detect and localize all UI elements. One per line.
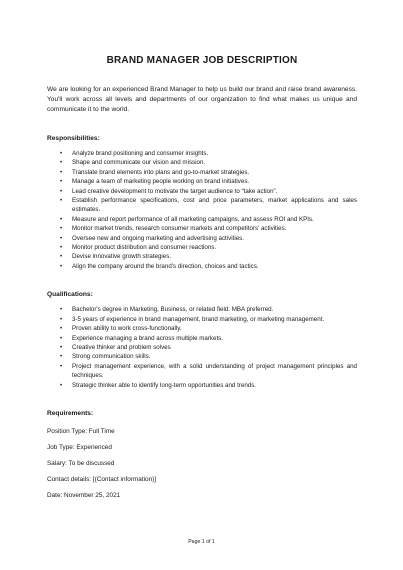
list-item: • Lead creative development to motivate the target audience to “take action”. — [47, 187, 357, 196]
intro-paragraph: We are looking for an experienced Brand Manager to help us build our brand and raise brand awareness. You'll work across all levels and departments of our organization to find what makes us unique and communicate it to the world. — [47, 86, 357, 113]
responsibilities-heading: Responsibilities: — [47, 135, 100, 142]
list-item: • Strong communication skills. — [47, 352, 357, 361]
list-item: • Analyze brand positioning and consumer insights. — [47, 149, 357, 158]
list-item: • Align the company around the brand's direction, choices and tactics. — [47, 262, 357, 271]
contact-details: Contact details: [(Contact information)] — [47, 475, 157, 483]
list-item: • Monitor product distribution and consumer reactions. — [47, 243, 357, 252]
document-date: Date: November 25, 2021 — [47, 491, 121, 499]
job-type: Job Type: Experienced — [47, 443, 112, 451]
requirements-heading: Requirements: — [47, 409, 94, 417]
list-item: • Shape and communicate our vision and mission. — [47, 158, 357, 167]
list-item: • Project management experience, with a solid understanding of project management principles and techniques. — [47, 362, 357, 381]
requirements-list — [47, 427, 357, 501]
list-item: • Oversee new and ongoing marketing and advertising activities. — [47, 234, 357, 243]
list-item: • Bachelor's degree in Marketing, Business, or related field. MBA preferred. — [47, 305, 357, 314]
list-item: • Strategic thinker able to identify long-term opportunities and trends. — [47, 381, 357, 390]
list-item: • Experience managing a brand across multiple markets. — [47, 334, 357, 343]
qualifications-list — [47, 305, 357, 390]
list-item: • Proven ability to work cross-functionally. — [47, 324, 357, 333]
page-number: Page 1 of 1 — [188, 539, 215, 545]
list-item: • Creative thinker and problem solves — [47, 343, 357, 352]
list-item: • 3-5 years of experience in brand management, brand marketing, or marketing management. — [47, 315, 357, 324]
list-item: • Establish performance specifications, cost and price parameters, market applications and sales estimates. — [47, 196, 357, 215]
responsibilities-list — [47, 149, 357, 271]
list-item: • Monitor market trends, research consumer markets and competitors' activities. — [47, 224, 357, 233]
list-item: • Translate brand elements into plans and go-to-market strategies. — [47, 168, 357, 177]
qualifications-heading: Qualifications: — [47, 291, 93, 299]
salary: Salary: To be discussed — [47, 459, 115, 467]
document-title: BRAND MANAGER JOB DESCRIPTION — [106, 55, 298, 66]
list-item: • Measure and report performance of all marketing campaigns, and assess ROI and KPIs. — [47, 215, 357, 224]
document-body — [47, 55, 357, 507]
list-item: • Manage a team of marketing people working on brand initiatives. — [47, 177, 357, 186]
position-type: Position Type: Full Time — [47, 427, 115, 435]
list-item: • Devise innovative growth strategies. — [47, 252, 357, 261]
